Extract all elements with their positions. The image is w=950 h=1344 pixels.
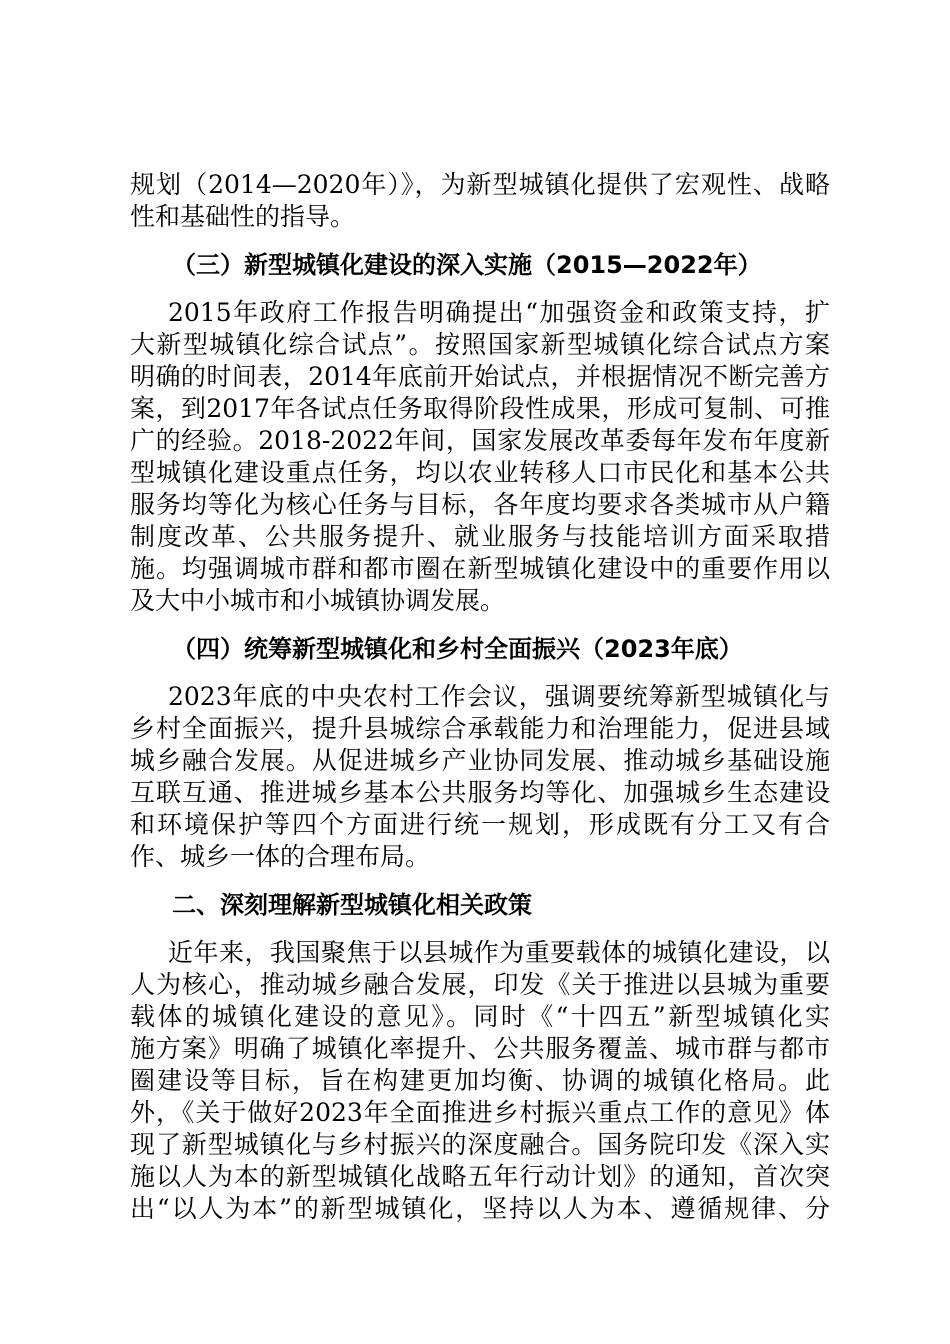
paragraph-line: 型城镇化建设重点任务，均以农业转移人口市民化和基本公共 <box>130 458 830 487</box>
paragraph-line: 互联互通、推进城乡基本公共服务均等化、加强城乡生态建设 <box>130 778 830 807</box>
paragraph-line: 外，《关于做好2023年全面推进乡村振兴重点工作的意见》体 <box>130 1098 830 1127</box>
paragraph-line: 圈建设等目标，旨在构建更加均衡、协调的城镇化格局。此 <box>130 1066 830 1095</box>
paragraph-line: 性和基础性的指导。 <box>130 202 356 231</box>
paragraph-line: 规划（2014—2020年）》，为新型城镇化提供了宏观性、战略 <box>130 170 830 199</box>
paragraph-line: 乡村全面振兴，提升县城综合承载能力和治理能力，促进县域 <box>130 714 830 743</box>
paragraph-line: 载体的城镇化建设的意见》。同时《“十四五”新型城镇化实 <box>130 1002 830 1031</box>
section-heading-4: （四）统筹新型城镇化和乡村全面振兴（2023年底） <box>172 635 743 663</box>
paragraph-line: 明确的时间表，2014年底前开始试点，并根据情况不断完善方 <box>130 362 830 391</box>
paragraph-line: 制度改革、公共服务提升、就业服务与技能培训方面采取措 <box>130 522 830 551</box>
paragraph-line: 大新型城镇化综合试点”。按照国家新型城镇化综合试点方案 <box>130 330 830 359</box>
paragraph-line: 人为核心，推动城乡融合发展，印发《关于推进以县城为重要 <box>130 970 830 999</box>
paragraph-line: 近年来，我国聚焦于以县城作为重要载体的城镇化建设，以 <box>168 938 830 967</box>
section-heading-3: （三）新型城镇化建设的深入实施（2015—2022年） <box>172 251 762 279</box>
paragraph-line: 和环境保护等四个方面进行统一规划，形成既有分工又有合 <box>130 810 830 839</box>
paragraph-line: 施以人为本的新型城镇化战略五年行动计划》的通知，首次突 <box>130 1162 830 1191</box>
paragraph-line: 施。均强调城市群和都市圈在新型城镇化建设中的重要作用以 <box>130 554 830 583</box>
paragraph-line: 案，到2017年各试点任务取得阶段性成果，形成可复制、可推 <box>130 394 830 423</box>
paragraph-line: 城乡融合发展。从促进城乡产业协同发展、推动城乡基础设施 <box>130 746 830 775</box>
paragraph-line: 现了新型城镇化与乡村振兴的深度融合。国务院印发《深入实 <box>130 1130 830 1159</box>
paragraph-line: 及大中小城市和小城镇协调发展。 <box>130 586 506 615</box>
section-heading-2: 二、深刻理解新型城镇化相关政策 <box>172 891 532 919</box>
paragraph-line: 2023年底的中央农村工作会议，强调要统筹新型城镇化与 <box>168 682 830 711</box>
paragraph-line: 服务均等化为核心任务与目标，各年度均要求各类城市从户籍 <box>130 490 830 519</box>
paragraph-line: 出“以人为本”的新型城镇化，坚持以人为本、遵循规律、分 <box>130 1194 830 1223</box>
paragraph-line: 2015年政府工作报告明确提出“加强资金和政策支持，扩 <box>168 298 830 327</box>
paragraph-line: 广的经验。2018-2022年间，国家发展改革委每年发布年度新 <box>130 426 830 455</box>
paragraph-line: 施方案》明确了城镇化率提升、公共服务覆盖、城市群与都市 <box>130 1034 830 1063</box>
paragraph-line: 作、城乡一体的合理布局。 <box>130 842 431 871</box>
